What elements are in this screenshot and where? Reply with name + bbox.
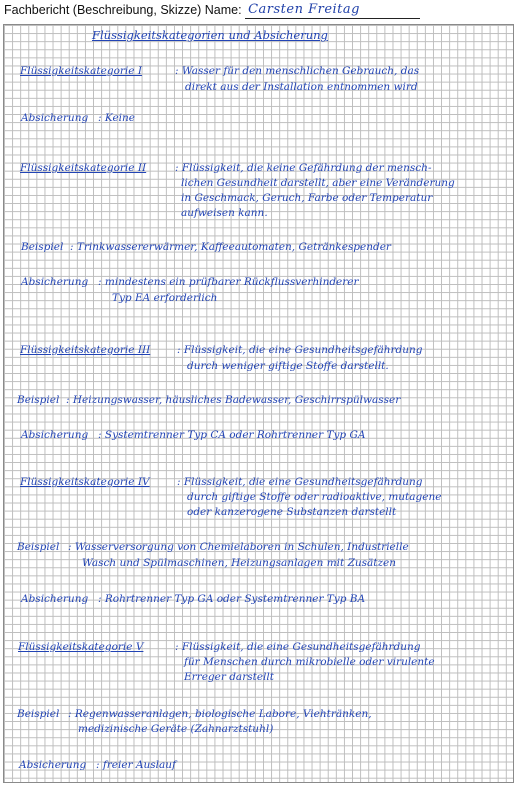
page-title: Flüssigkeitskategorien und Absicherung [92, 28, 328, 42]
category-4-description-line-1: : Flüssigkeit, die eine Gesundheitsgefährdung [177, 476, 423, 488]
category-3-protection-line-1: : Systemtrenner Typ CA oder Rohrtrenner Typ GA [98, 429, 366, 441]
form-header [4, 3, 513, 21]
category-5-protection-label: Absicherung [19, 759, 87, 771]
category-2-protection-line-2: Typ EA erforderlich [112, 292, 218, 304]
category-3-example-label: Beispiel [17, 394, 60, 406]
category-2-description-line-3: in Geschmack, Geruch, Farbe oder Temperatur [181, 192, 433, 204]
category-1-description-line-2: direkt aus der Installation entnommen wird [185, 81, 418, 93]
header-label: Fachbericht (Beschreibung, Skizze) Name: [4, 3, 242, 17]
category-4-example-label: Beispiel [17, 541, 60, 553]
category-4-protection-line-1: : Rohrtrenner Typ GA oder Systemtrenner Typ BA [98, 593, 366, 605]
category-2-heading: Flüssigkeitskategorie II [20, 162, 147, 174]
category-1-heading: Flüssigkeitskategorie I [20, 65, 142, 77]
category-5-example-label: Beispiel [17, 708, 60, 720]
category-5-heading: Flüssigkeitskategorie V [18, 641, 144, 653]
name-field [245, 3, 420, 19]
category-4-description-line-2: durch giftige Stoffe oder radioaktive, mutagene [187, 491, 442, 503]
category-5-description-line-3: Erreger darstellt [184, 671, 274, 683]
grid-paper-sheet [3, 24, 514, 783]
author-name: Carsten Freitag [248, 2, 360, 17]
category-1-description-line-1: : Wasser für den menschlichen Gebrauch, das [175, 65, 420, 77]
category-3-description-line-2: durch weniger giftige Stoffe darstellt. [187, 360, 389, 372]
category-1-protection-label: Absicherung [21, 112, 89, 124]
category-3-heading: Flüssigkeitskategorie III [20, 344, 151, 356]
category-2-protection-line-1: : mindestens ein prüfbarer Rückflussverhinderer [98, 276, 359, 288]
category-2-protection-label: Absicherung [21, 276, 89, 288]
category-1-protection-line-1: : Keine [98, 112, 135, 124]
category-3-example-line-1: : Heizungswasser, häusliches Badewasser, Geschirrspülwasser [66, 394, 401, 406]
category-2-example-label: Beispiel [21, 241, 64, 253]
category-5-example-line-1: : Regenwasseranlagen, biologische Labore, Viehtränken, [68, 708, 372, 720]
category-5-protection-line-1: : freier Auslauf [96, 759, 176, 771]
category-4-heading: Flüssigkeitskategorie IV [20, 476, 150, 488]
category-4-example-line-1: : Wasserversorgung von Chemielaboren in Schulen, Industrielle [68, 541, 409, 553]
category-4-example-line-2: Wasch und Spülmaschinen, Heizungsanlagen mit Zusätzen [82, 557, 397, 569]
category-2-description-line-4: aufweisen kann. [181, 207, 268, 219]
category-3-description-line-1: : Flüssigkeit, die eine Gesundheitsgefährdung [177, 344, 423, 356]
category-4-protection-label: Absicherung [21, 593, 89, 605]
category-5-example-line-2: medizinische Geräte (Zahnarztstuhl) [78, 723, 274, 735]
category-2-description-line-2: lichen Gesundheit darstellt, aber eine Veränderung [181, 177, 455, 189]
category-3-protection-label: Absicherung [21, 429, 89, 441]
category-5-description-line-2: für Menschen durch mikrobielle oder virulente [184, 656, 435, 668]
category-5-description-line-1: : Flüssigkeit, die eine Gesundheitsgefährdung [175, 641, 421, 653]
category-2-description-line-1: : Flüssigkeit, die keine Gefährdung der mensch- [175, 162, 432, 174]
category-4-description-line-3: oder kanzerogene Substanzen darstellt [187, 506, 397, 518]
category-2-example-line-1: : Trinkwassererwärmer, Kaffeeautomaten, Getränkespender [70, 241, 391, 253]
